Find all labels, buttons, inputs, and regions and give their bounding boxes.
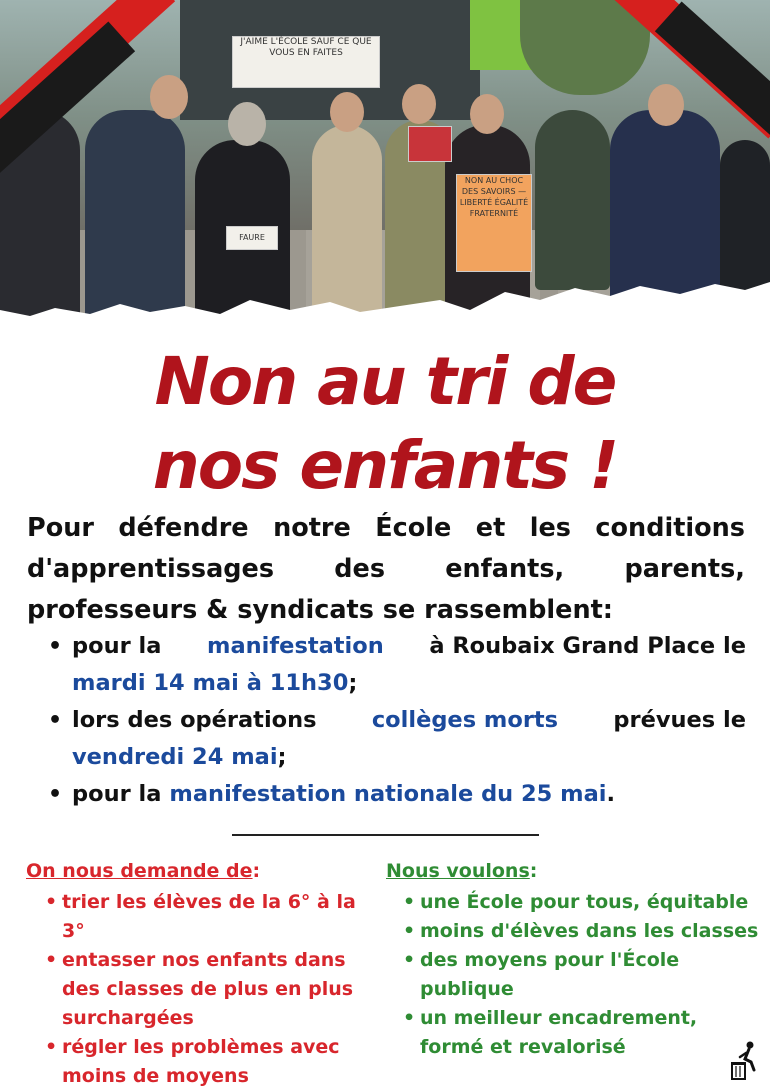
- intro-word: et: [475, 513, 506, 543]
- person-head: [402, 84, 436, 124]
- heading-text: On nous demande de: [26, 860, 253, 882]
- intro-word: Pour: [27, 513, 94, 543]
- red-book: [408, 126, 452, 162]
- list-item: • régler les problèmes avec moins de moyens: [36, 1033, 376, 1091]
- highlight-text: manifestation nationale du 25 mai: [169, 781, 607, 807]
- right-column-heading: [386, 860, 537, 882]
- bullet-item-3: [50, 776, 746, 813]
- title-line-2: nos enfants !: [152, 427, 618, 504]
- list-item: • entasser nos enfants dans des classes de plus en plus surchargées: [36, 946, 376, 1033]
- divider: [232, 834, 539, 836]
- torn-paper-edge: [0, 270, 770, 350]
- bullet-text: prévues le: [613, 707, 746, 733]
- small-sign: FAURE: [226, 226, 278, 250]
- person-head: [648, 84, 684, 126]
- list-item: • moins d'élèves dans les classes: [394, 917, 764, 946]
- person-head: [228, 102, 266, 146]
- intro-word: notre: [273, 513, 351, 543]
- punctuation: :: [252, 860, 261, 882]
- intro-paragraph: [27, 508, 745, 631]
- bullet-dot: •: [48, 782, 63, 807]
- intro-word: des: [334, 554, 385, 584]
- intro-word: défendre: [118, 513, 249, 543]
- bullet-text: pour la: [72, 633, 162, 659]
- punctuation: .: [606, 781, 616, 807]
- list-item: • une École pour tous, équitable: [394, 888, 764, 917]
- highlight-text: collèges morts: [371, 707, 559, 733]
- protest-sign: NON AU CHOC DES SAVOIRS — LIBERTÉ ÉGALITÉ FRATERNITÉ: [456, 174, 532, 272]
- bullet-item-2: [50, 702, 746, 776]
- title-line-1: Non au tri de: [154, 343, 616, 420]
- bullet-dot: •: [48, 634, 63, 659]
- person-head: [330, 92, 364, 132]
- heading-text: Nous voulons: [386, 860, 530, 882]
- punctuation: ;: [348, 670, 358, 696]
- list-item: • un meilleur encadrement, formé et revalorisé: [394, 1004, 764, 1062]
- trash-bin-icon: [730, 1040, 760, 1080]
- right-column-list: [394, 888, 764, 1062]
- list-item: • des moyens pour l'École publique: [394, 946, 764, 1004]
- highlight-text: vendredi 24 mai: [72, 744, 278, 770]
- punctuation: ;: [277, 744, 287, 770]
- bullet-dot: •: [48, 708, 63, 733]
- highlight-text: mardi 14 mai à 11h30: [72, 670, 349, 696]
- bullet-text: à Roubaix Grand Place le: [429, 633, 746, 659]
- intro-word: École: [375, 513, 452, 543]
- protest-banner: J'AIME L'ÉCOLE SAUF CE QUE VOUS EN FAITES: [232, 36, 380, 88]
- intro-word: les: [529, 513, 571, 543]
- intro-line: professeurs & syndicats se rassemblent:: [27, 595, 613, 625]
- intro-word: conditions: [595, 513, 745, 543]
- bullet-text: pour la: [72, 781, 162, 807]
- intro-word: d'apprentissages: [27, 554, 275, 584]
- bullet-item-1: [50, 628, 746, 702]
- left-column-list: [36, 888, 376, 1091]
- highlight-text: manifestation: [207, 633, 384, 659]
- bullet-text: lors des opérations: [72, 707, 317, 733]
- person-head: [150, 75, 188, 119]
- list-item: • trier les élèves de la 6° à la 3°: [36, 888, 376, 946]
- intro-word: enfants,: [445, 554, 565, 584]
- punctuation: :: [529, 860, 538, 882]
- person-head: [470, 94, 504, 134]
- left-column-heading: [26, 860, 260, 882]
- person: [535, 110, 610, 290]
- intro-word: parents,: [624, 554, 745, 584]
